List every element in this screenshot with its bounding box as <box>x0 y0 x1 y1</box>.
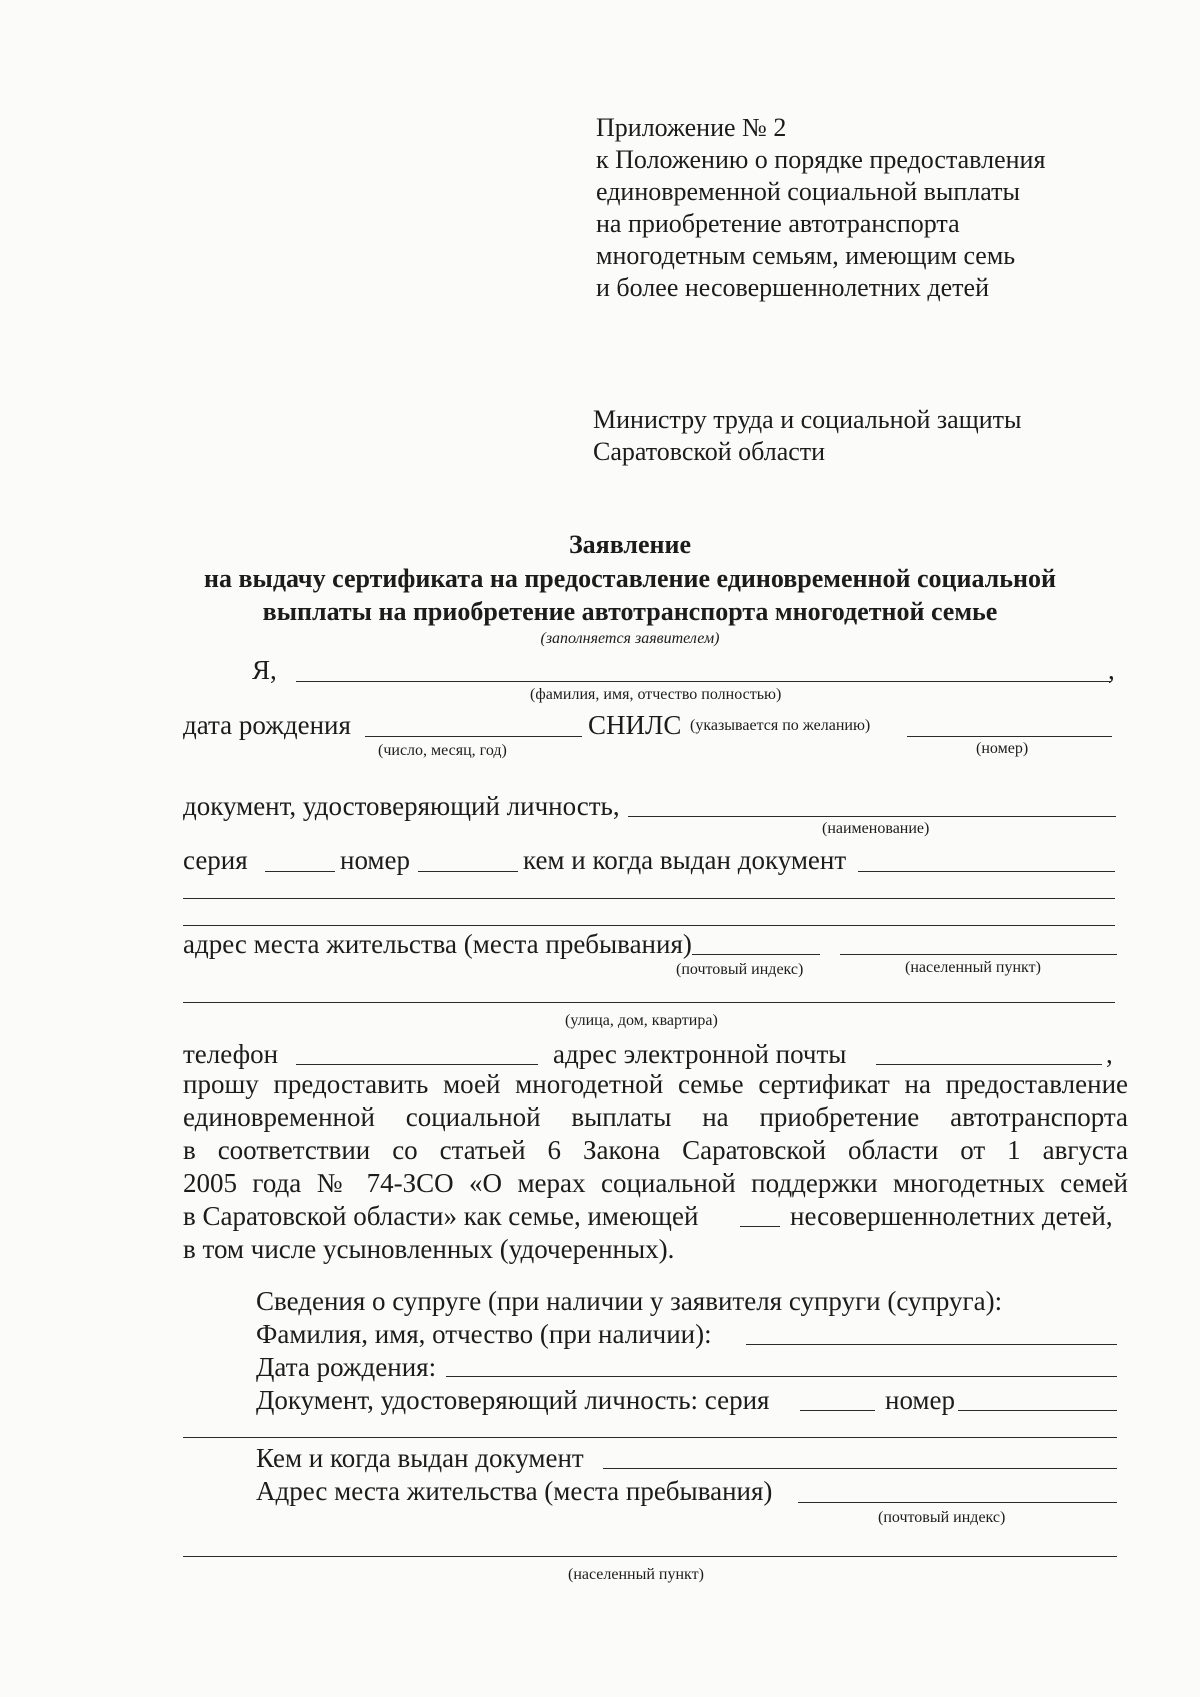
children-count-field-line[interactable] <box>740 1226 780 1227</box>
birth-date-field-line[interactable] <box>365 736 582 737</box>
spouse-fio-field-line[interactable] <box>746 1344 1117 1345</box>
postal-code-hint: (почтовый индекс) <box>676 961 804 978</box>
document-subtitle-line: выплаты на приобретение автотранспорта многодетной семье <box>262 597 998 626</box>
spouse-locality-field-line[interactable] <box>183 1556 1117 1557</box>
spouse-series-field-line[interactable] <box>800 1410 875 1411</box>
email-label: адрес электронной почты <box>553 1039 847 1069</box>
issued-by-label: кем и когда выдан документ <box>523 845 847 875</box>
appendix-line: на приобретение автотранспорта <box>596 209 960 238</box>
id-document-hint: (наименование) <box>822 820 930 837</box>
address-label: адрес места жительства (места пребывания) <box>183 929 692 959</box>
birth-date-label: дата рождения <box>183 710 351 740</box>
issued-by-extra-line[interactable] <box>183 898 1115 899</box>
issued-by-field-line[interactable] <box>858 871 1115 872</box>
body-line: прошу предоставить моей многодетной семье сертификат на предоставление <box>183 1069 1128 1099</box>
appendix-header <box>596 112 1045 304</box>
appendix-line: к Положению о порядке предоставления <box>596 145 1046 174</box>
id-document-field-line[interactable] <box>628 816 1116 817</box>
series-field-line[interactable] <box>265 871 335 872</box>
number-label: номер <box>340 845 411 875</box>
spouse-fio-label: Фамилия, имя, отчество (при наличии): <box>256 1319 712 1349</box>
i-label: Я, <box>252 655 277 685</box>
spouse-issued-field-line[interactable] <box>603 1468 1117 1469</box>
body-line: в Саратовской области» как семье, имеющей <box>183 1201 699 1231</box>
document-subtitle-line: на выдачу сертификата на предоставление единовременной социальной <box>204 564 1056 593</box>
spouse-doc-label: Документ, удостоверяющий личность: серия <box>256 1385 770 1415</box>
fio-hint: (фамилия, имя, отчество полностью) <box>530 686 782 703</box>
street-field-line[interactable] <box>183 1002 1115 1003</box>
fio-field-line[interactable] <box>296 681 1111 682</box>
spouse-doc-extra-line[interactable] <box>183 1437 1117 1438</box>
birth-date-hint: (число, месяц, год) <box>378 742 507 759</box>
spouse-postal-field-line[interactable] <box>798 1502 1117 1503</box>
locality-hint: (населенный пункт) <box>905 959 1041 976</box>
locality-field-line[interactable] <box>840 954 1117 955</box>
appendix-line: Приложение № 2 <box>596 113 787 142</box>
id-document-label: документ, удостоверяющий личность, <box>183 791 620 821</box>
postal-code-field-line[interactable] <box>692 954 820 955</box>
appendix-line: и более несовершеннолетних детей <box>596 273 989 302</box>
snils-hint: (номер) <box>976 740 1029 757</box>
addressee-line: Саратовской области <box>593 437 826 466</box>
email-field-line[interactable] <box>876 1064 1102 1065</box>
body-line: несовершеннолетних детей, <box>790 1201 1113 1231</box>
body-line: единовременной социальной выплаты на приобретение автотранспорта <box>183 1102 1128 1132</box>
spouse-number-label: номер <box>885 1385 956 1415</box>
number-field-line[interactable] <box>418 871 518 872</box>
spouse-address-label: Адрес места жительства (места пребывания) <box>256 1476 773 1506</box>
body-line: 2005 года № 74-ЗСО «О мерах социальной поддержки многодетных семей <box>183 1168 1128 1198</box>
phone-label: телефон <box>183 1039 279 1069</box>
body-line: в том числе усыновленных (удочеренных). <box>183 1234 675 1264</box>
street-hint: (улица, дом, квартира) <box>565 1012 718 1029</box>
spouse-locality-hint: (населенный пункт) <box>568 1566 704 1583</box>
appendix-line: многодетным семьям, имеющим семь <box>596 241 1016 270</box>
issued-by-extra-line[interactable] <box>183 925 1115 926</box>
spouse-heading: Сведения о супруге (при наличии у заявителя супруги (супруга): <box>256 1286 1003 1316</box>
spouse-birth-field-line[interactable] <box>446 1376 1117 1377</box>
spouse-number-field-line[interactable] <box>958 1410 1117 1411</box>
document-title: Заявление <box>568 530 692 559</box>
snils-label: СНИЛС <box>588 710 682 740</box>
body-line: в соответствии со статьей 6 Закона Саратовской области от 1 августа <box>183 1135 1128 1165</box>
spouse-birth-label: Дата рождения: <box>256 1352 437 1382</box>
spouse-issued-label: Кем и когда выдан документ <box>256 1443 584 1473</box>
i-comma: , <box>1108 655 1115 685</box>
addressee-line: Министру труда и социальной защиты <box>593 405 1022 434</box>
appendix-line: единовременной социальной выплаты <box>596 177 1020 206</box>
snils-note: (указывается по желанию) <box>690 717 871 734</box>
phone-field-line[interactable] <box>296 1064 538 1065</box>
email-comma: , <box>1106 1039 1113 1069</box>
snils-field-line[interactable] <box>907 736 1112 737</box>
spouse-postal-hint: (почтовый индекс) <box>878 1509 1006 1526</box>
addressee-block <box>593 404 1022 468</box>
fill-note: (заполняется заявителем) <box>540 630 720 647</box>
series-label: серия <box>183 845 248 875</box>
